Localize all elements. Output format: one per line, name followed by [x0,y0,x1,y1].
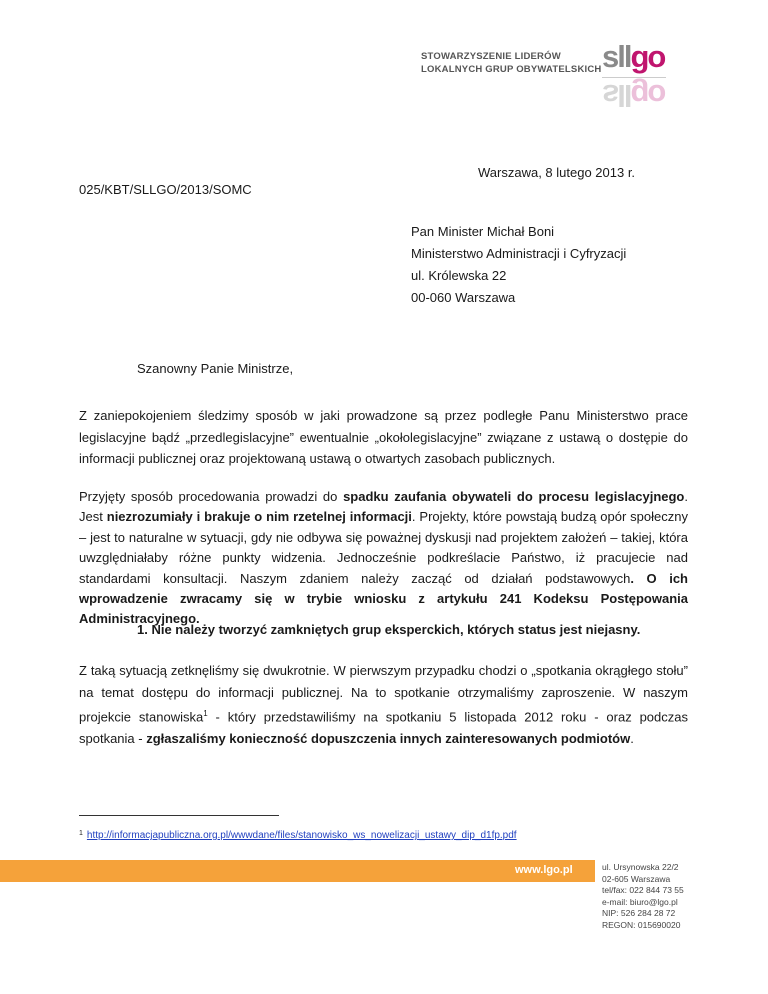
footer-bar [0,860,595,882]
paragraph-3: Z taką sytuacją zetknęliśmy się dwukrotnie. W pierwszym przypadku chodzi o „spotkania okrągłego stołu” na temat dostępu do informacji publicznej. Na to spotkanie otrzymaliśmy zaproszenie. W naszym projekcie stanowiska$^1$ - który przedstawiliśmy na spotkaniu 5 listopada 2012 roku - oraz podczas spotkania - zgłaszaliśmy konieczność dopuszczenia innych zainteresowanych podmiotów. [79,663,688,746]
org-name-line2: LOKALNYCH GRUP OBYWATELSKICH [421,63,602,75]
footnote-separator [79,815,279,816]
recipient-line: Pan Minister Michał Boni [411,224,555,239]
org-name-line1: STOWARZYSZENIE LIDERÓW [421,51,561,62]
place-date: Warszawa, 8 lutego 2013 r. [478,165,636,180]
reference-number: 025/KBT/SLLGO/2013/SOMC [79,182,252,197]
contact-line: e-mail: biuro@lgo.pl [602,896,678,907]
recipient-address [411,222,626,310]
footnote [79,830,517,841]
footnote-ref: 1 [203,709,208,718]
contact-info [602,862,684,931]
contact-line: ul. Ursynowska 22/2 [602,862,679,872]
contact-line: REGON: 015690020 [602,919,681,930]
organization-name [421,51,601,76]
sllgo-logo: sllgo sllgo [602,39,665,113]
recipient-line: 00-060 Warszawa [411,290,516,305]
greeting: Szanowny Panie Ministrze, [137,361,294,376]
contact-line: 02-605 Warszawa [602,873,671,884]
footnote-link[interactable]: http://informacjapubliczna.org.pl/wwwdane/files/stanowisko_ws_nowelizacji_ustawy_dip_d1fp.pdf [86,830,517,841]
recipient-line: Ministerstwo Administracji i Cyfryzacji [411,246,627,261]
footnote-number: 1 [79,830,83,837]
section-heading-1: 1. Nie należy tworzyć zamkniętych grup eksperckich, których status jest niejasny. [137,622,641,637]
recipient-line: ul. Królewska 22 [411,268,507,283]
footer-website[interactable]: www.lgo.pl [515,864,573,876]
contact-line: tel/fax: 022 844 73 55 [602,885,684,895]
paragraph-1: Z zaniepokojeniem śledzimy sposób w jaki prowadzone są przez podległe Panu Ministerstwo prace legislacyjne bądź „przedlegislacyjne” ewentualnie „okołolegislacyjne” związane z ustawą o dostępie do informacji publicznej oraz projektowaną ustawą o otwartych zasobach publicznych. [79,408,688,466]
paragraph-2: Przyjęty sposób procedowania prowadzi do spadku zaufania obywateli do procesu legislacyjnego. Jest niezrozumiały i brakuje o nim rzetelnej informacji. Projekty, które powstają budzą opór społeczny – jest to naturalne w sytuacji, gdy nie odbywa się poważnej dyskusji nad projektem założeń – takiej, która uwzględniałaby różne punkty widzenia. Jednocześnie podkreślacie Państwo, iż pracujecie nad standardami konsultacji. Naszym zdaniem należy zacząć od działań podstawowych. O ich wprowadzenie zwracamy się w trybie wniosku z artykułu 241 Kodeksu Postępowania Administracyjnego. [79,489,688,627]
contact-line: NIP: 526 284 28 72 [602,908,676,918]
